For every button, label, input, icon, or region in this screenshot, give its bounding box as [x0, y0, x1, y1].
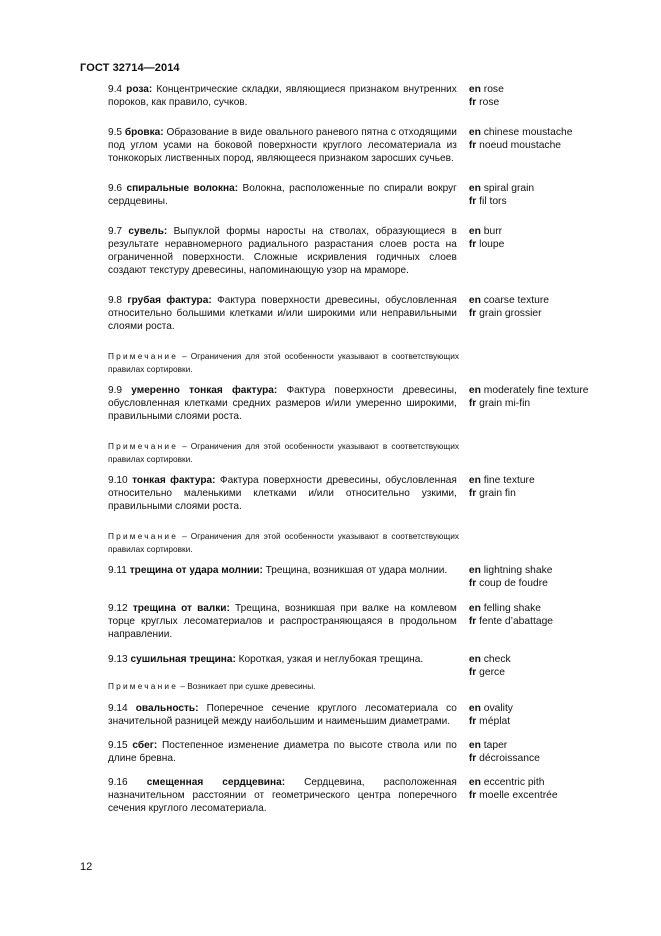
term-entry	[108, 564, 608, 590]
note	[108, 440, 459, 466]
term-en: fine texture	[483, 475, 535, 486]
term-number: 9.8	[108, 295, 123, 306]
note	[108, 680, 459, 693]
term-text: Фактура поверхности древесины, обусловленная относительно маленькими клетками и/или относительно узкими, правильными слоями роста.	[108, 475, 457, 512]
note-text: – Возникает при сушке древесины.	[178, 681, 316, 691]
term-equivalents: en ovality fr méplat	[468, 703, 513, 727]
term-name: тонкая фактура:	[132, 475, 216, 486]
term-text: Постепенное изменение диаметра по высоте ствола или по длине бревна.	[108, 740, 457, 764]
term-definition	[108, 653, 457, 679]
term-fr: moelle excentrée	[479, 790, 558, 801]
term-equivalents: en moderately fine texture fr grain mi-fin	[468, 385, 589, 409]
term-number: 9.9	[108, 385, 123, 396]
term-text: Сердцевина, расположенная назначительном расстоянии от геометрического центра поперечного сечения круглого лесоматериала.	[108, 777, 457, 814]
term-definition	[108, 474, 457, 513]
term-definition	[108, 83, 457, 109]
term-fr: grain mi-fin	[479, 398, 531, 409]
term-text: Трещина, возникшая от удара молнии.	[265, 565, 448, 576]
term-entry	[108, 294, 608, 333]
note-label: Примечание	[108, 441, 179, 451]
terms-list	[108, 83, 608, 815]
term-entry	[108, 474, 608, 513]
term-definition	[108, 602, 457, 641]
term-equivalents: en burr fr loupe	[468, 226, 505, 250]
term-equivalents: en taper fr décroissance	[468, 740, 540, 764]
note	[108, 530, 459, 556]
term-equivalents: en coarse texture fr grain grossier	[468, 295, 550, 319]
term-en: lightning shake	[483, 565, 553, 576]
term-fr: fente d’abattage	[479, 616, 554, 627]
term-number: 9.12	[108, 603, 128, 614]
note-label: Примечание	[108, 681, 179, 691]
term-definition	[108, 776, 457, 815]
term-name: бровка:	[124, 127, 164, 138]
term-text: Поперечное сечение круглого лесоматериала со значительной разницей между наибольшим и наименьшим диаметрами.	[108, 703, 457, 727]
term-equivalents: en felling shake fr fente d’abattage	[468, 603, 554, 627]
term-name: трещина от валки:	[132, 603, 230, 614]
term-name: сувель:	[128, 226, 168, 237]
term-en: eccentric pith	[483, 777, 545, 788]
term-en: rose	[483, 84, 504, 95]
term-fr: grain grossier	[479, 308, 542, 319]
term-number: 9.10	[108, 475, 128, 486]
term-fr: loupe	[479, 239, 505, 250]
term-fr: rose	[479, 97, 500, 108]
term-equivalents: en spiral grain fr fil tors	[468, 183, 535, 207]
term-fr: gerce	[479, 667, 505, 678]
term-number: 9.5	[108, 127, 123, 138]
term-definition	[108, 182, 457, 208]
note-text: – Ограничения для этой особенности указывают в соответствующих правилах сортировки.	[108, 441, 459, 464]
term-name: овальность:	[135, 703, 199, 714]
term-en: chinese moustache	[483, 127, 573, 138]
term-fr: noeud moustache	[479, 140, 562, 151]
term-en: spiral grain	[483, 183, 535, 194]
term-entry	[108, 602, 608, 641]
note-label: Примечание	[108, 531, 179, 541]
note-label: Примечание	[108, 351, 179, 361]
term-definition	[108, 702, 457, 728]
term-text: Концентрические складки, являющиеся признаком внутренних пороков, как правило, сучков.	[108, 84, 457, 108]
term-fr: décroissance	[479, 753, 540, 764]
term-text: Трещина, возникшая при валке на комлевом торце круглых лесоматериалов и распространяющаяся в продольном направлении.	[108, 603, 457, 640]
term-entry	[108, 384, 608, 423]
term-name: сушильная трещина:	[130, 654, 236, 665]
term-text: Короткая, узкая и неглубокая трещина.	[238, 654, 424, 665]
term-entry	[108, 182, 608, 208]
term-number: 9.4	[108, 84, 123, 95]
term-text: Фактура поверхности древесины, обусловленная клетками средних размеров и/или умеренно широкими, правильными слоями роста.	[108, 385, 457, 422]
term-equivalents: en fine texture fr grain fin	[468, 475, 535, 499]
term-en: moderately fine texture	[483, 385, 589, 396]
term-name: спиральные волокна:	[126, 183, 239, 194]
term-entry	[108, 739, 608, 765]
term-definition	[108, 384, 457, 423]
term-name: трещина от удара молнии:	[129, 565, 263, 576]
term-entry	[108, 653, 608, 679]
term-entry	[108, 126, 608, 165]
term-fr: grain fin	[479, 488, 516, 499]
term-definition	[108, 739, 457, 765]
term-number: 9.16	[108, 777, 128, 788]
note-text: – Ограничения для этой особенности указывают в соответствующих правилах сортировки.	[108, 351, 459, 374]
term-en: coarse texture	[483, 295, 550, 306]
term-en: check	[483, 654, 511, 665]
term-equivalents: en rose fr rose	[468, 84, 504, 108]
note-text: – Ограничения для этой особенности указывают в соответствующих правилах сортировки.	[108, 531, 459, 554]
document-header: ГОСТ 32714—2014	[80, 62, 180, 74]
term-name: умеренно тонкая фактура:	[131, 385, 278, 396]
term-entry	[108, 776, 608, 815]
term-en: felling shake	[483, 603, 542, 614]
term-equivalents: en chinese moustache fr noeud moustache	[468, 127, 573, 151]
term-number: 9.11	[108, 565, 127, 576]
term-text: Выпуклой формы наросты на стволах, образующиеся в результате неравномерного радиального разрастания слоев роста на ограниченной поверхности. Сложные искривления годичных слоев создают текстуру древесины, напоминающую узор на мраморе.	[108, 226, 457, 276]
term-equivalents: en eccentric pith fr moelle excentrée	[468, 777, 558, 801]
term-name: грубая фактура:	[127, 295, 212, 306]
term-en: taper	[483, 740, 508, 751]
term-equivalents: en lightning shake fr coup de foudre	[468, 565, 553, 589]
term-en: burr	[483, 226, 503, 237]
term-definition	[108, 564, 457, 590]
term-number: 9.14	[108, 703, 128, 714]
term-definition	[108, 294, 457, 333]
term-equivalents: en check fr gerce	[468, 654, 511, 678]
term-definition	[108, 225, 457, 277]
term-text: Волокна, расположенные по спирали вокруг сердцевины.	[108, 183, 457, 207]
term-en: ovality	[483, 703, 513, 714]
note	[108, 350, 459, 376]
term-number: 9.6	[108, 183, 123, 194]
term-number: 9.15	[108, 740, 128, 751]
term-fr: fil tors	[479, 196, 507, 207]
term-number: 9.13	[108, 654, 128, 665]
term-fr: méplat	[479, 716, 511, 727]
term-definition	[108, 126, 457, 165]
term-entry	[108, 225, 608, 277]
term-number: 9.7	[108, 226, 123, 237]
term-name: сбег:	[132, 740, 158, 751]
page-number: 12	[80, 861, 93, 873]
term-entry	[108, 702, 608, 728]
term-text: Образование в виде овального раневого пятна с отходящими под углом усами на боковой поверхности круглого лесоматериала из тонкокорых лиственных пород, являющееся признаком заросших сучьев.	[108, 127, 457, 164]
term-fr: coup de foudre	[479, 578, 548, 589]
term-entry	[108, 83, 608, 109]
term-name: роза:	[126, 84, 153, 95]
term-text: Фактура поверхности древесины, обусловленная относительно большими клетками и/или широкими или неправильными слоями роста.	[108, 295, 457, 332]
term-name: смещенная сердцевина:	[146, 777, 286, 788]
